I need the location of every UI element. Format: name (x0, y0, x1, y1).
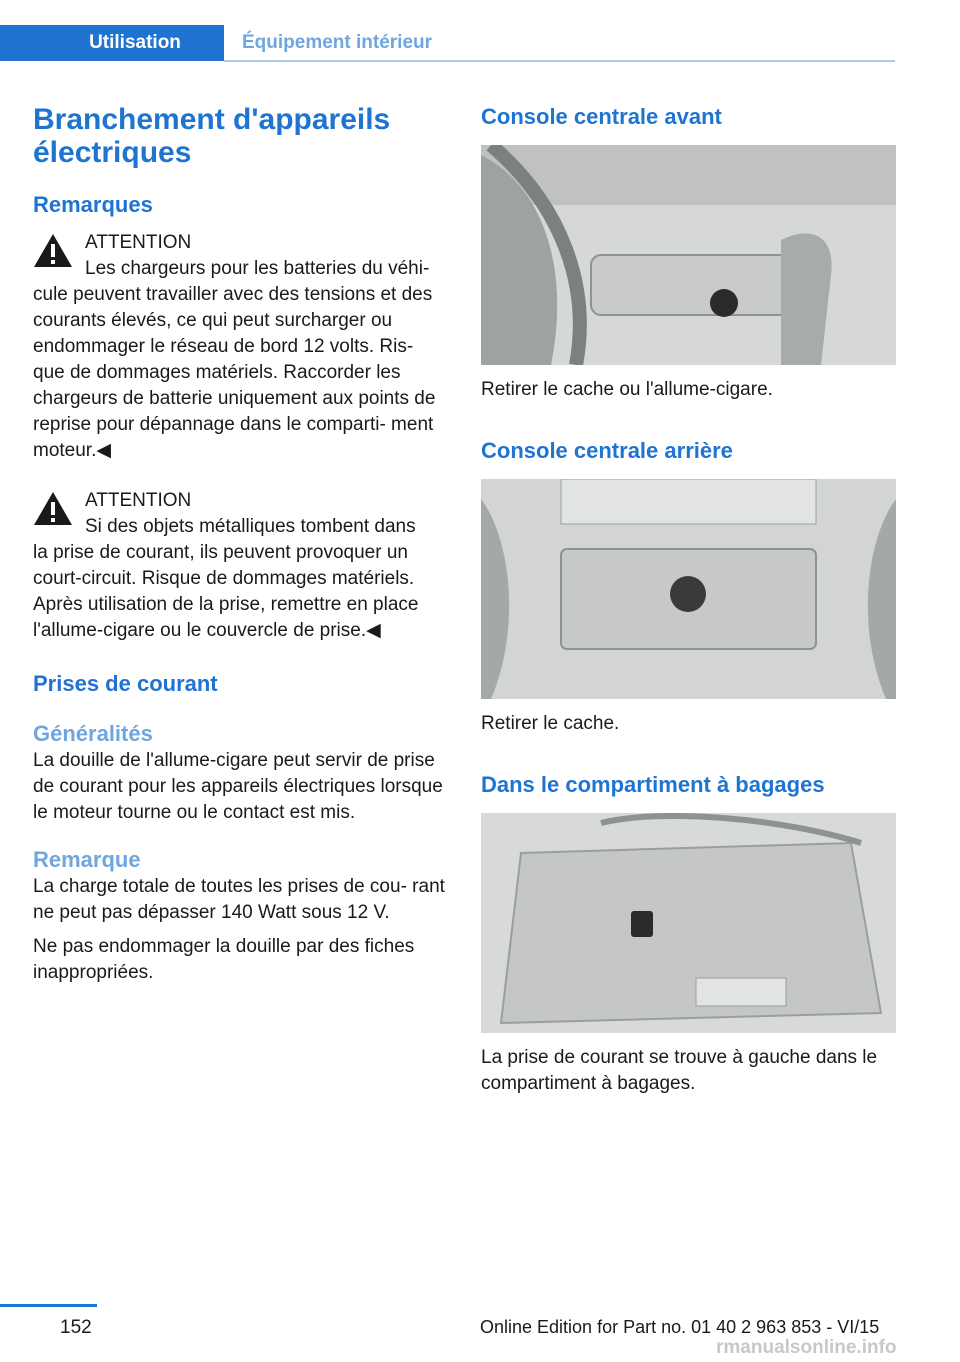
right-column (481, 103, 896, 1097)
warning-block-2 (33, 488, 448, 644)
warning-text-first-line: Si des objets métalliques tombent dans (85, 516, 416, 537)
tab-equipement-interieur[interactable]: Équipement intérieur (242, 32, 433, 53)
remarque-text-2: Ne pas endommager la douille par des fiches inappropriées. (33, 936, 415, 983)
rear-console-photo (481, 479, 896, 699)
warning-title: ATTENTION (85, 490, 192, 511)
remarque-text: La charge totale de toutes les prises de cou‐ rant ne peut pas dépasser 140 Watt sous 12 V. (33, 876, 445, 923)
caption-console-avant: Retirer le cache ou l'allume-cigare. (481, 379, 773, 400)
page-number: 152 (60, 1317, 92, 1338)
warning-text: la prise de courant, ils peuvent provoquer un court-circuit. Risque de dommages matériels. Après utilisation de la prise, remettre en place l'allume-cigare ou le couvercle de prise.◀ (33, 542, 419, 641)
warning-text-first-line: Les chargeurs pour les batteries du véhi‐ (85, 258, 430, 279)
warning-title: ATTENTION (85, 232, 192, 253)
page-title: Branchement d'appareils électriques (33, 103, 391, 169)
caption-console-arriere: Retirer le cache. (481, 713, 620, 734)
left-column (33, 103, 448, 986)
heading-remarques: Remarques (33, 192, 153, 217)
caption-compartiment-bagages: La prise de courant se trouve à gauche dans le compartiment à bagages. (481, 1047, 878, 1094)
page-header (0, 25, 895, 61)
footer-divider (0, 1304, 97, 1307)
heading-generalites: Généralités (33, 721, 153, 746)
heading-prises-de-courant: Prises de courant (33, 671, 218, 696)
heading-console-avant: Console centrale avant (481, 104, 722, 129)
warning-triangle-icon (33, 490, 73, 526)
warning-text: cule peuvent travailler avec des tensions et des courants élevés, ce qui peut surcharger ou endommager le réseau de bord 12 volts. Ris‐ que de dommages matériels. Raccorder les chargeurs de batterie uniquement aux points de reprise pour dépannage dans le comparti‐ ment moteur.◀ (33, 284, 436, 461)
watermark: rmanualsonline.info (716, 1337, 897, 1358)
front-console-photo (481, 145, 896, 365)
warning-triangle-icon (33, 232, 73, 268)
generalites-text: La douille de l'allume-cigare peut servir de prise de courant pour les appareils électriques lorsque le moteur tourne ou le contact est mis. (33, 750, 443, 823)
heading-compartiment-bagages: Dans le compartiment à bagages (481, 772, 825, 797)
header-divider (224, 60, 895, 62)
tab-utilisation[interactable]: Utilisation (0, 25, 224, 61)
heading-remarque: Remarque (33, 847, 141, 872)
warning-block-1 (33, 230, 448, 464)
heading-console-arriere: Console centrale arrière (481, 438, 733, 463)
trunk-photo (481, 813, 896, 1033)
edition-text: Online Edition for Part no. 01 40 2 963 853 - VI/15 (480, 1317, 880, 1337)
